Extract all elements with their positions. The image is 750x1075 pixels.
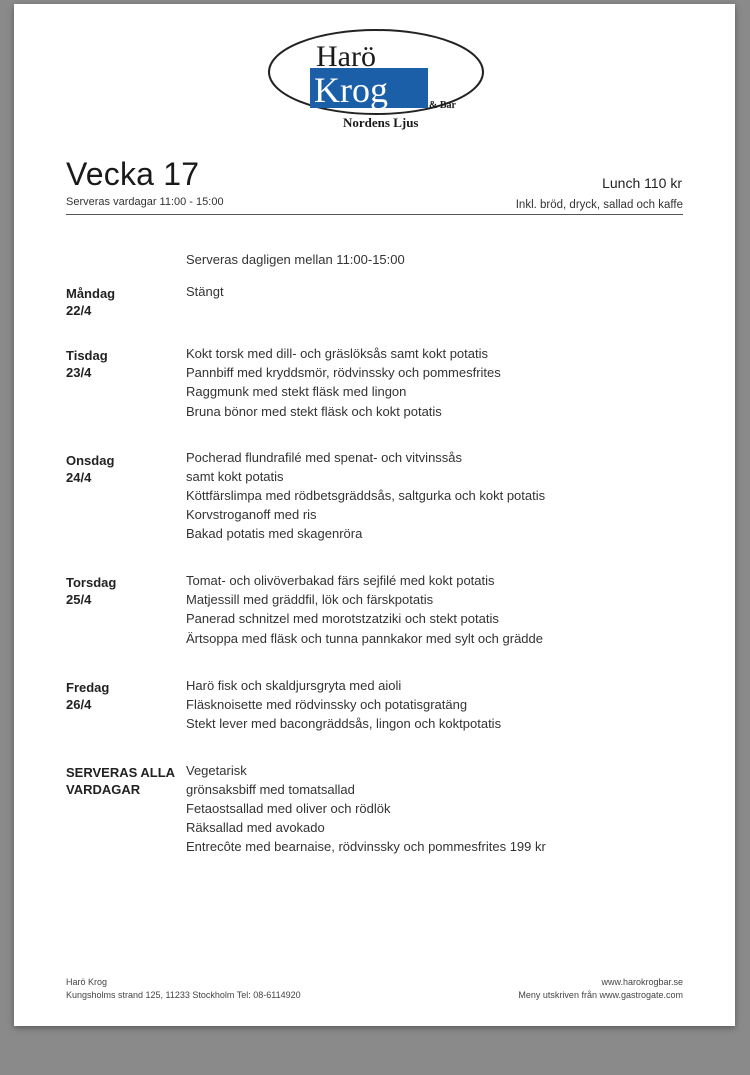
dish-list-torsdag <box>186 571 543 648</box>
footer-website-link[interactable]: www.harokrogbar.se <box>601 977 683 987</box>
dish-item: Vegetarisk <box>186 763 247 778</box>
dish-item: grönsaksbiff med tomatsallad <box>186 781 355 797</box>
dish-item: Ärtsoppa med fläsk och tunna pannkakor med sylt och grädde <box>186 630 543 646</box>
day-name: Fredag <box>66 680 110 695</box>
dish-item: samt kokt potatis <box>186 468 284 484</box>
dish-item: Raggmunk med stekt fläsk med lingon <box>186 384 407 400</box>
day-label-fredag <box>66 679 109 713</box>
dish-item: Panerad schnitzel med morotstzatziki och stekt potatis <box>186 611 499 627</box>
logo-suffix: & Bar <box>429 100 456 111</box>
day-date: 26/4 <box>66 697 92 712</box>
haro-krog-logo <box>266 28 496 138</box>
logo-tagline: Nordens Ljus <box>343 115 419 130</box>
footer-address: Kungsholms strand 125, 11233 Stockholm Tel: 08-6114920 <box>66 989 301 1000</box>
dish-item: Fetaostsallad med oliver och rödlök <box>186 800 391 816</box>
dish-item: Tomat- och olivöverbakad färs sejfilé med kokt potatis <box>186 573 495 588</box>
dish-item: Bruna bönor med stekt fläsk och kokt potatis <box>186 403 442 419</box>
dish-list-tisdag <box>186 344 501 421</box>
footer-printed-from: Meny utskriven från www.gastrogate.com <box>518 989 683 1000</box>
day-date: 23/4 <box>66 365 92 380</box>
dish-item: Korvstroganoff med ris <box>186 506 317 522</box>
dish-item: Köttfärslimpa med rödbetsgräddsås, saltgurka och kokt potatis <box>186 487 546 503</box>
day-label-mandag <box>66 285 115 319</box>
logo-line2: Krog <box>314 70 388 110</box>
footer-links <box>518 976 683 1001</box>
serving-hours: Serveras vardagar 11:00 - 15:00 <box>66 196 224 208</box>
dish-item: Matjessill med gräddfil, lök och färskpotatis <box>186 592 434 608</box>
dish-list-fredag <box>186 676 501 734</box>
header-divider <box>66 214 683 215</box>
day-name: Onsdag <box>66 453 115 468</box>
day-name: SERVERAS ALLA <box>66 765 176 780</box>
day-label-tisdag <box>66 347 108 381</box>
dish-list-onsdag <box>186 450 545 543</box>
menu-page <box>14 4 735 1026</box>
day-date: VARDAGAR <box>66 782 141 797</box>
day-date: 22/4 <box>66 303 92 318</box>
week-title: Vecka 17 <box>66 156 200 192</box>
intro-text: Serveras dagligen mellan 11:00-15:00 <box>186 252 405 267</box>
dish-item: Stekt lever med bacongräddsås, lingon och koktpotatis <box>186 716 502 732</box>
dish-item: Fläsknoisette med rödvinssky och potatisgratäng <box>186 697 468 713</box>
footer-contact <box>66 976 301 1001</box>
day-label-alla-vardagar <box>66 764 175 798</box>
day-label-onsdag <box>66 452 114 486</box>
day-date: 25/4 <box>66 592 92 607</box>
dish-list-alla-vardagar <box>186 763 546 856</box>
dish-item: Kokt torsk med dill- och gräslöksås samt kokt potatis <box>186 346 489 361</box>
footer-restaurant-name: Harö Krog <box>66 977 108 987</box>
dish-item: Entrecôte med bearnaise, rödvinssky och pommesfrites 199 kr <box>186 839 546 855</box>
lunch-price: Lunch 110 kr <box>602 175 682 191</box>
logo-line1: Harö <box>316 40 376 73</box>
dish-item: Harö fisk och skaldjursgryta med aioli <box>186 678 402 693</box>
dish-item: Räksallad med avokado <box>186 819 325 835</box>
dish-item: Stängt <box>186 284 224 299</box>
day-date: 24/4 <box>66 470 92 485</box>
price-includes: Inkl. bröd, dryck, sallad och kaffe <box>515 199 683 211</box>
day-label-torsdag <box>66 574 116 608</box>
day-name: Måndag <box>66 286 116 301</box>
dish-item: Pocherad flundrafilé med spenat- och vitvinssås <box>186 450 463 465</box>
dish-item: Pannbiff med kryddsmör, rödvinssky och pommesfrites <box>186 365 501 381</box>
dish-item: Bakad potatis med skagenröra <box>186 526 363 542</box>
day-name: Tisdag <box>66 348 108 363</box>
day-name: Torsdag <box>66 575 117 590</box>
dish-list-mandag <box>186 282 224 301</box>
